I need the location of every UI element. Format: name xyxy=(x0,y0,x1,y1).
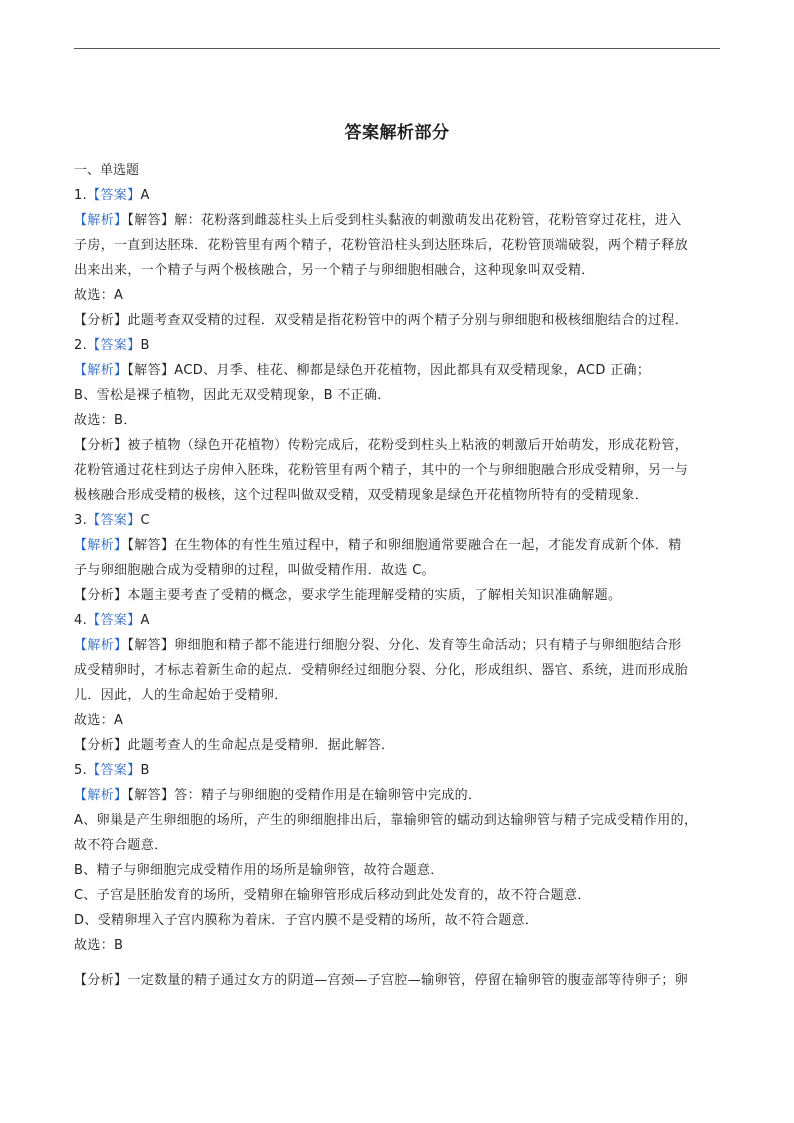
label-tag: 【解析】 xyxy=(74,638,128,653)
answer-line xyxy=(74,458,722,483)
answer-line xyxy=(74,333,722,358)
line-text: A、卵巢是产生卵细胞的场所，产生的卵细胞排出后，靠输卵管的蠕动到达输卵管与精子完成受精作用的， xyxy=(74,813,698,828)
line-text: 成受精卵时，才标志着新生命的起点．受精卵经过细胞分裂、分化，形成组织、器官、系统，进而形成胎 xyxy=(74,663,689,678)
answer-line xyxy=(74,558,722,583)
line-text: 故选：A xyxy=(74,713,124,728)
answer-line xyxy=(74,833,722,858)
line-text: 【分析】本题主要考查了受精的概念，要求学生能理解受精的实质，了解相关知识准确解题。 xyxy=(74,588,622,603)
answer-line xyxy=(74,933,722,958)
line-text: 【解答】卵细胞和精子都不能进行细胞分裂、分化、发育等生命活动；只有精子与卵细胞结合形 xyxy=(127,638,682,653)
page-title: 答案解析部分 xyxy=(344,123,450,143)
answer-line xyxy=(74,758,722,783)
line-text: C xyxy=(140,513,150,528)
header-rule xyxy=(74,48,720,49)
answer-content xyxy=(74,158,722,993)
line-text: B xyxy=(140,763,150,778)
line-text: 【分析】一定数量的精子通过女方的阴道—宫颈—子宫腔—输卵管，停留在输卵管的腹壶部等待卵子；卵 xyxy=(74,973,689,988)
answer-line xyxy=(74,433,722,458)
line-text: D、受精卵埋入子宫内膜称为着床．子宫内膜不是受精的场所，故不符合题意． xyxy=(74,913,539,928)
answer-line xyxy=(74,533,722,558)
answer-line xyxy=(74,283,722,308)
label-tag: 【答案】 xyxy=(87,338,141,353)
answer-line xyxy=(74,858,722,883)
label-tag: 【答案】 xyxy=(87,763,141,778)
line-text: A xyxy=(140,188,150,203)
answer-line xyxy=(74,483,722,508)
answer-lines xyxy=(74,183,722,993)
line-text: B、雪松是裸子植物，因此无双受精现象，B 不正确． xyxy=(74,388,391,403)
line-text: B、精子与卵细胞完成受精作用的场所是输卵管，故符合题意． xyxy=(74,863,444,878)
answer-line xyxy=(74,383,722,408)
label-tag: 【答案】 xyxy=(87,513,141,528)
line-text: 子房，一直到达胚珠．花粉管里有两个精子，花粉管沿柱头到达胚珠后，花粉管顶端破裂，两个精子释放 xyxy=(74,238,689,253)
answer-line xyxy=(74,733,722,758)
answer-line xyxy=(74,808,722,833)
answer-line xyxy=(74,658,722,683)
label-tag: 【解析】 xyxy=(74,788,128,803)
line-text: 故选：B． xyxy=(74,413,137,428)
line-text: 子与卵细胞融合成为受精卵的过程，叫做受精作用．故选 C。 xyxy=(74,563,436,578)
line-text: A xyxy=(140,613,150,628)
line-text: 【解答】在生物体的有性生殖过程中，精子和卵细胞通常要融合在一起，才能发育成新个体．精 xyxy=(127,538,682,553)
question-number: 3. xyxy=(74,513,88,528)
label-tag: 【解析】 xyxy=(74,363,128,378)
line-text: 极核融合形成受精的极核，这个过程叫做双受精，双受精现象是绿色开花植物所特有的受精现象． xyxy=(74,488,649,503)
line-text: 出来出来，一个精子与两个极核融合，另一个精子与卵细胞相融合，这种现象叫双受精． xyxy=(74,263,595,278)
answer-line xyxy=(74,183,722,208)
answer-line xyxy=(74,633,722,658)
label-tag: 【答案】 xyxy=(87,613,141,628)
line-text: 【分析】被子植物（绿色开花植物）传粉完成后，花粉受到柱头上粘液的刺激后开始萌发，形成花粉管， xyxy=(74,438,689,453)
answer-line xyxy=(74,408,722,433)
answer-line xyxy=(74,783,722,808)
answer-line xyxy=(74,608,722,633)
line-text: 故不符合题意． xyxy=(74,838,168,853)
label-tag: 【答案】 xyxy=(87,188,141,203)
answer-line xyxy=(74,683,722,708)
line-text: 故选：B xyxy=(74,938,124,953)
line-text: 【解答】ACD、月季、桂花、柳都是绿色开花植物，因此都具有双受精现象，ACD 正确； xyxy=(127,363,651,378)
answer-line xyxy=(74,308,722,333)
line-text: 花粉管通过花柱到达子房伸入胚珠，花粉管里有两个精子，其中的一个与卵细胞融合形成受精卵，另一与 xyxy=(74,463,689,478)
answer-line xyxy=(74,583,722,608)
line-text: 【解答】解：花粉落到雌蕊柱头上后受到柱头黏液的刺激萌发出花粉管，花粉管穿过花柱，进入 xyxy=(127,213,682,228)
question-number: 2. xyxy=(74,338,88,353)
answer-line xyxy=(74,908,722,933)
answer-line xyxy=(74,508,722,533)
question-number: 5. xyxy=(74,763,88,778)
question-number: 4. xyxy=(74,613,88,628)
answer-line xyxy=(74,208,722,233)
line-text: 儿．因此，人的生命起始于受精卵． xyxy=(74,688,288,703)
question-number: 1. xyxy=(74,188,88,203)
answer-line xyxy=(74,358,722,383)
line-text: B xyxy=(140,338,150,353)
line-text: 【解答】答：精子与卵细胞的受精作用是在输卵管中完成的． xyxy=(127,788,482,803)
line-text: 【分析】此题考查双受精的过程．双受精是指花粉管中的两个精子分别与卵细胞和极核细胞结合的过程． xyxy=(74,313,689,328)
label-tag: 【解析】 xyxy=(74,213,128,228)
label-tag: 【解析】 xyxy=(74,538,128,553)
line-text: 故选：A xyxy=(74,288,124,303)
answer-line xyxy=(74,968,722,993)
section-heading: 一、单选题 xyxy=(74,163,140,178)
answer-line xyxy=(74,258,722,283)
answer-line xyxy=(74,233,722,258)
line-text: 【分析】此题考查人的生命起点是受精卵．据此解答． xyxy=(74,738,395,753)
answer-line xyxy=(74,883,722,908)
answer-line xyxy=(74,708,722,733)
line-text: C、子宫是胚胎发育的场所，受精卵在输卵管形成后移动到此处发育的，故不符合题意． xyxy=(74,888,591,903)
